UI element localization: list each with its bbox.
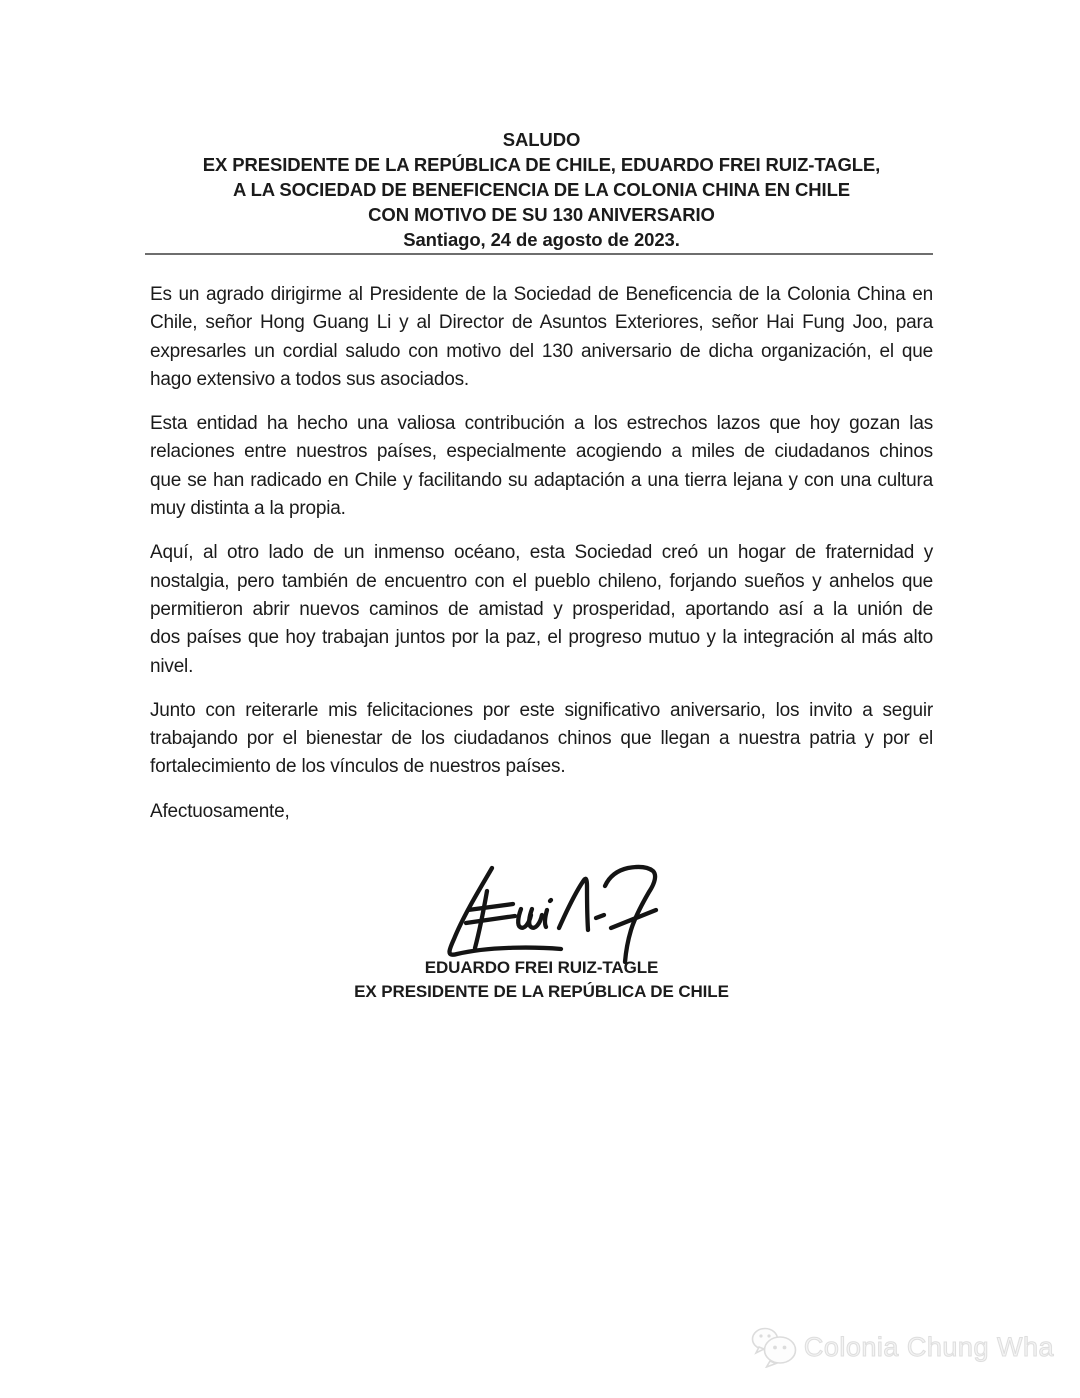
paragraph-line: dos países que hoy trabajan juntos por la paz, el progreso mutuo y la integración al más alto [150,627,933,649]
paragraph-line: Es un agrado dirigirme al Presidente de la Sociedad de Beneficencia de la Colonia China en [150,284,933,305]
paragraph-line: expresarles un cordial saludo con motivo del 130 aniversario de dicha organización, el que [150,340,933,362]
header-line-sender: EX PRESIDENTE DE LA REPÚBLICA DE CHILE, EDUARDO FREI RUIZ-TAGLE, [202,154,881,175]
paragraph [150,281,933,394]
letter-header [150,0,933,252]
paragraph-line: muy distinta a la propia. [150,498,346,520]
paragraph-line: permitieron abrir nuevos caminos de amistad y prosperidad, aportando así a la unión de [150,598,933,620]
signature-stroke [545,910,547,927]
header-line-saludo: SALUDO [502,129,581,150]
signature-stroke [450,868,562,955]
paragraph-line: fortalecimiento de los vínculos de nuestros países. [150,756,566,778]
paragraph-line: trabajando por el bienestar de los ciudadanos chinos que llegan a nuestra patria y por el [150,728,933,750]
paragraph-line: Aquí, al otro lado de un inmenso océano, esta Sociedad creó un hogar de fraternidad y [150,542,933,564]
paragraph-line: Esta entidad ha hecho una valiosa contribución a los estrechos lazos que hoy gozan las [150,413,933,435]
letter-body [150,281,933,826]
signature-image [429,854,669,964]
paragraph-line: nostalgia, pero también de encuentro con el pueblo chileno, forjando sueños y anhelos que [150,570,933,592]
wechat-icon [751,1326,797,1368]
paragraph [150,697,933,782]
signatory-name: EDUARDO FREI RUIZ-TAGLE [424,958,659,978]
closing-salutation: Afectuosamente, [150,800,290,822]
paragraph-line: nivel. [150,655,194,677]
header-divider [145,253,933,255]
paragraph-line: que se han radicado en Chile y facilitando su adaptación a una tierra lejana y con una cultura [150,469,933,491]
watermark-label: Colonia Chung Wha [803,1331,1054,1362]
watermark [751,1326,1054,1368]
signature-stroke [466,916,515,923]
header-line-recipient: A LA SOCIEDAD DE BENEFICENCIA DE LA COLONIA CHINA EN CHILE [232,179,851,200]
paragraph-line: Chile, señor Hong Guang Li y al Director de Asuntos Exteriores, señor Hai Fung Joo, para [150,312,933,334]
signature-stroke [468,904,513,910]
signature-stroke [529,909,542,928]
signature-stroke [550,900,551,901]
paragraph [150,410,933,523]
signature-stroke [559,879,588,930]
signatory-title: EX PRESIDENTE DE LA REPÚBLICA DE CHILE [354,982,729,1002]
signature-block [150,956,933,1004]
paragraph-line: hago extensivo a todos sus asociados. [150,368,469,390]
paragraph [150,539,933,680]
paragraph-line: Junto con reiterarle mis felicitaciones por este significativo aniversario, los invito a seguir [150,699,933,721]
header-line-occasion: CON MOTIVO DE SU 130 ANIVERSARIO [368,204,715,225]
paragraph-line: relaciones entre nuestros países, especialmente acogiendo a miles de ciudadanos chinos [150,441,933,463]
signature-stroke [596,915,604,918]
header-line-dateline: Santiago, 24 de agosto de 2023. [403,229,680,250]
